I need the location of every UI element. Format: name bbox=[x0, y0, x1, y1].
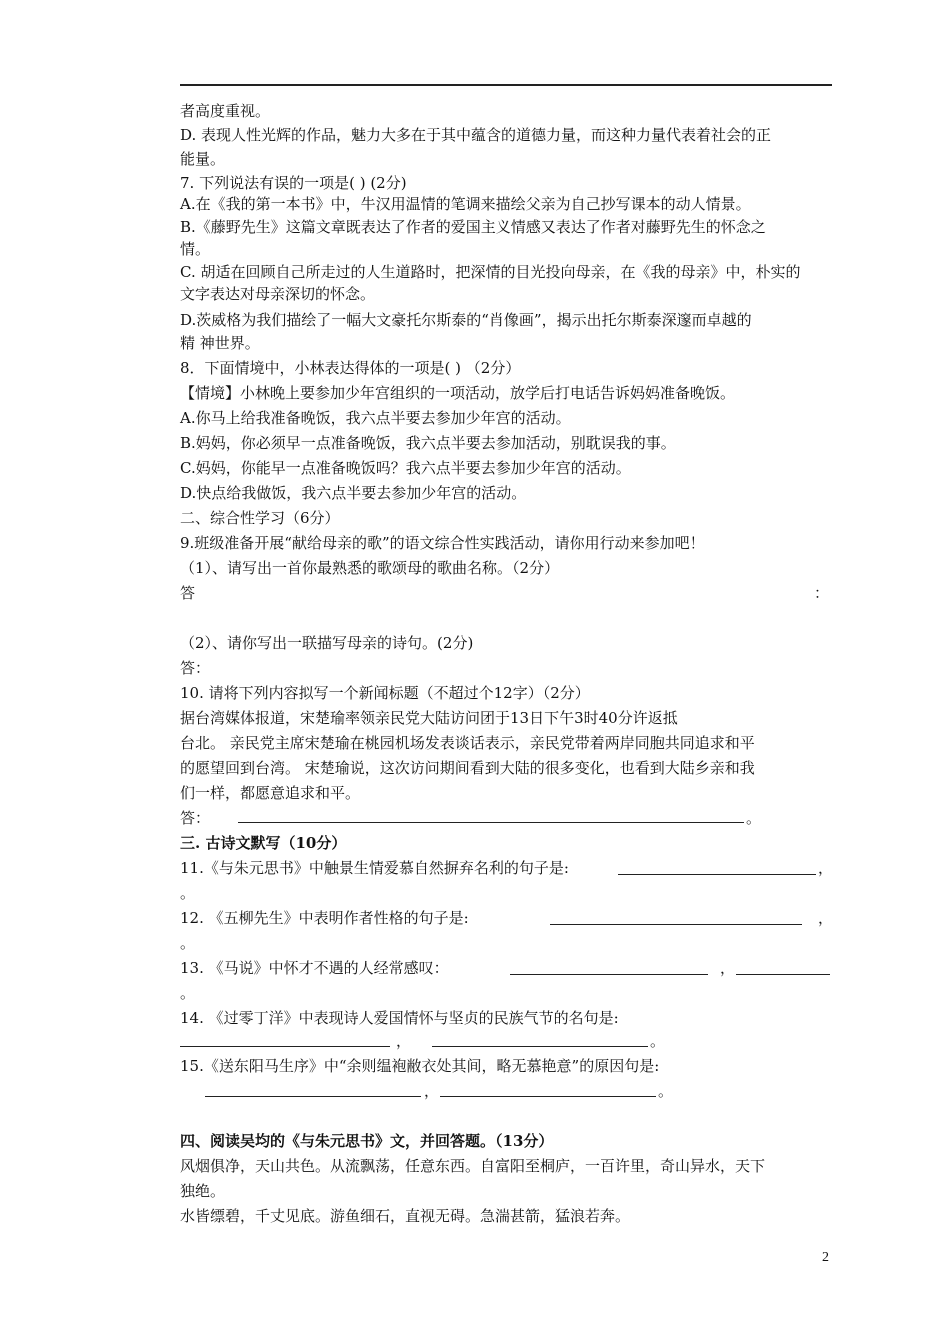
sub-question: （1）、请写出一首你最熟悉的歌颂母的歌曲名称。（2分） bbox=[180, 559, 560, 577]
answer-blank[interactable] bbox=[510, 974, 708, 975]
news-paragraph: 台北。 亲民党主席宋楚瑜在桃园机场发表谈话表示，亲民党带着两岸同胞共同追求和平 bbox=[180, 734, 755, 752]
question-8: 8．下面情境中，小林表达得体的一项是( ) （2分） bbox=[180, 359, 521, 377]
option-d: D.茨威格为我们描绘了一幅大文豪托尔斯泰的“肖像画”，揭示出托尔斯泰深邃而卓越的 bbox=[180, 311, 752, 329]
question-7: 7. 下列说法有误的一项是( ) (2分) bbox=[180, 174, 407, 192]
comma-mark: ， bbox=[424, 1082, 440, 1100]
answer-label: 答： bbox=[180, 659, 211, 677]
period-mark: 。 bbox=[180, 884, 196, 902]
news-paragraph: 的愿望回到台湾。 宋楚瑜说，这次访问期间看到大陆的很多变化，也看到大陆乡亲和我 bbox=[180, 759, 755, 777]
answer-label: 答： bbox=[180, 809, 211, 827]
section-heading: 三. 古诗文默写（10分） bbox=[180, 834, 347, 852]
reading-passage: 水皆缥碧，千丈见底。游鱼细石，直视无碍。急湍甚箭，猛浪若奔。 bbox=[180, 1207, 631, 1225]
question-11: 11.《与朱元思书》中触景生情爱慕自然摒弃名利的句子是: bbox=[180, 859, 569, 877]
news-paragraph: 据台湾媒体报道，宋楚瑜率领亲民党大陆访问团于13日下午3时40分许返抵 bbox=[180, 709, 678, 727]
answer-blank[interactable] bbox=[618, 874, 816, 875]
answer-blank[interactable] bbox=[180, 1046, 390, 1047]
option-a: A.你马上给我准备晚饭，我六点半要去参加少年宫的活动。 bbox=[180, 409, 571, 427]
reading-passage: 风烟俱净，天山共色。从流飘荡，任意东西。自富阳至桐庐，一百许里，奇山异水，天下 bbox=[180, 1157, 766, 1175]
news-paragraph: 们一样，都愿意追求和平。 bbox=[180, 784, 361, 802]
reading-passage: 独绝。 bbox=[180, 1182, 226, 1200]
answer-blank[interactable] bbox=[440, 1096, 656, 1097]
answer-blank[interactable] bbox=[238, 822, 744, 823]
option-a: A.在《我的第一本书》中，牛汉用温情的笔调来描绘父亲为自己抄写课本的动人情景。 bbox=[180, 195, 751, 213]
answer-label: 答 bbox=[180, 584, 196, 602]
colon-mark: ： bbox=[814, 584, 830, 602]
answer-blank[interactable] bbox=[432, 1046, 648, 1047]
option-c: C. 胡适在回顾自己所走过的人生道路时，把深情的目光投向母亲，在《我的母亲》中，朴实的 bbox=[180, 263, 801, 281]
comma-mark: ， bbox=[818, 859, 834, 877]
question-10: 10. 请将下列内容拟写一个新闻标题（不超过个12字）（2分） bbox=[180, 684, 590, 702]
section-heading: 四、阅读吴均的《与朱元思书》文，并回答题。（13分） bbox=[180, 1132, 554, 1150]
answer-blank[interactable] bbox=[205, 1096, 421, 1097]
question-15: 15.《送东阳马生序》中“余则缊袍敝衣处其间，略无慕艳意”的原因句是: bbox=[180, 1057, 660, 1075]
question-9: 9.班级准备开展“献给母亲的歌”的语文综合性实践活动，请你用行动来参加吧！ bbox=[180, 534, 705, 552]
period-mark: 。 bbox=[746, 809, 762, 827]
scenario-text: 【情境】小林晚上要参加少年宫组织的一项活动，放学后打电话告诉妈妈准备晚饭。 bbox=[180, 384, 736, 402]
question-14: 14. 《过零丁洋》中表现诗人爱国情怀与坚贞的民族气节的名句是: bbox=[180, 1009, 619, 1027]
page-number: 2 bbox=[822, 1250, 829, 1265]
option-b: B.妈妈，你必须早一点准备晚饭，我六点半要去参加活动，别耽误我的事。 bbox=[180, 434, 676, 452]
comma-mark: ， bbox=[396, 1032, 412, 1050]
comma-mark: ， bbox=[818, 909, 834, 927]
question-13: 13. 《马说》中怀才不遇的人经常感叹： bbox=[180, 959, 449, 977]
text-line: 情。 bbox=[180, 240, 211, 258]
question-12: 12. 《五柳先生》中表明作者性格的句子是: bbox=[180, 909, 469, 927]
text-line: 能量。 bbox=[180, 150, 226, 168]
sub-question: （2）、请你写出一联描写母亲的诗句。(2分) bbox=[180, 634, 474, 652]
period-mark: 。 bbox=[180, 934, 196, 952]
header-rule bbox=[180, 84, 832, 86]
answer-blank[interactable] bbox=[550, 924, 802, 925]
option-c: C.妈妈，你能早一点准备晚饭吗？我六点半要去参加少年宫的活动。 bbox=[180, 459, 631, 477]
period-mark: 。 bbox=[180, 984, 196, 1002]
answer-blank[interactable] bbox=[736, 974, 830, 975]
period-mark: 。 bbox=[658, 1082, 674, 1100]
text-line: 精 神世界。 bbox=[180, 334, 260, 352]
comma-mark: ， bbox=[720, 959, 736, 977]
option-d: D.快点给我做饭，我六点半要去参加少年宫的活动。 bbox=[180, 484, 527, 502]
text-line: D. 表现人性光辉的作品，魅力大多在于其中蕴含的道德力量，而这种力量代表着社会的正 bbox=[180, 126, 772, 144]
period-mark: 。 bbox=[650, 1032, 666, 1050]
section-heading: 二、综合性学习（6分） bbox=[180, 509, 340, 527]
option-b: B.《藤野先生》这篇文章既表达了作者的爱国主义情感又表达了作者对藤野先生的怀念之 bbox=[180, 218, 766, 236]
text-line: 文字表达对母亲深切的怀念。 bbox=[180, 285, 376, 303]
text-line: 者高度重视。 bbox=[180, 102, 271, 120]
